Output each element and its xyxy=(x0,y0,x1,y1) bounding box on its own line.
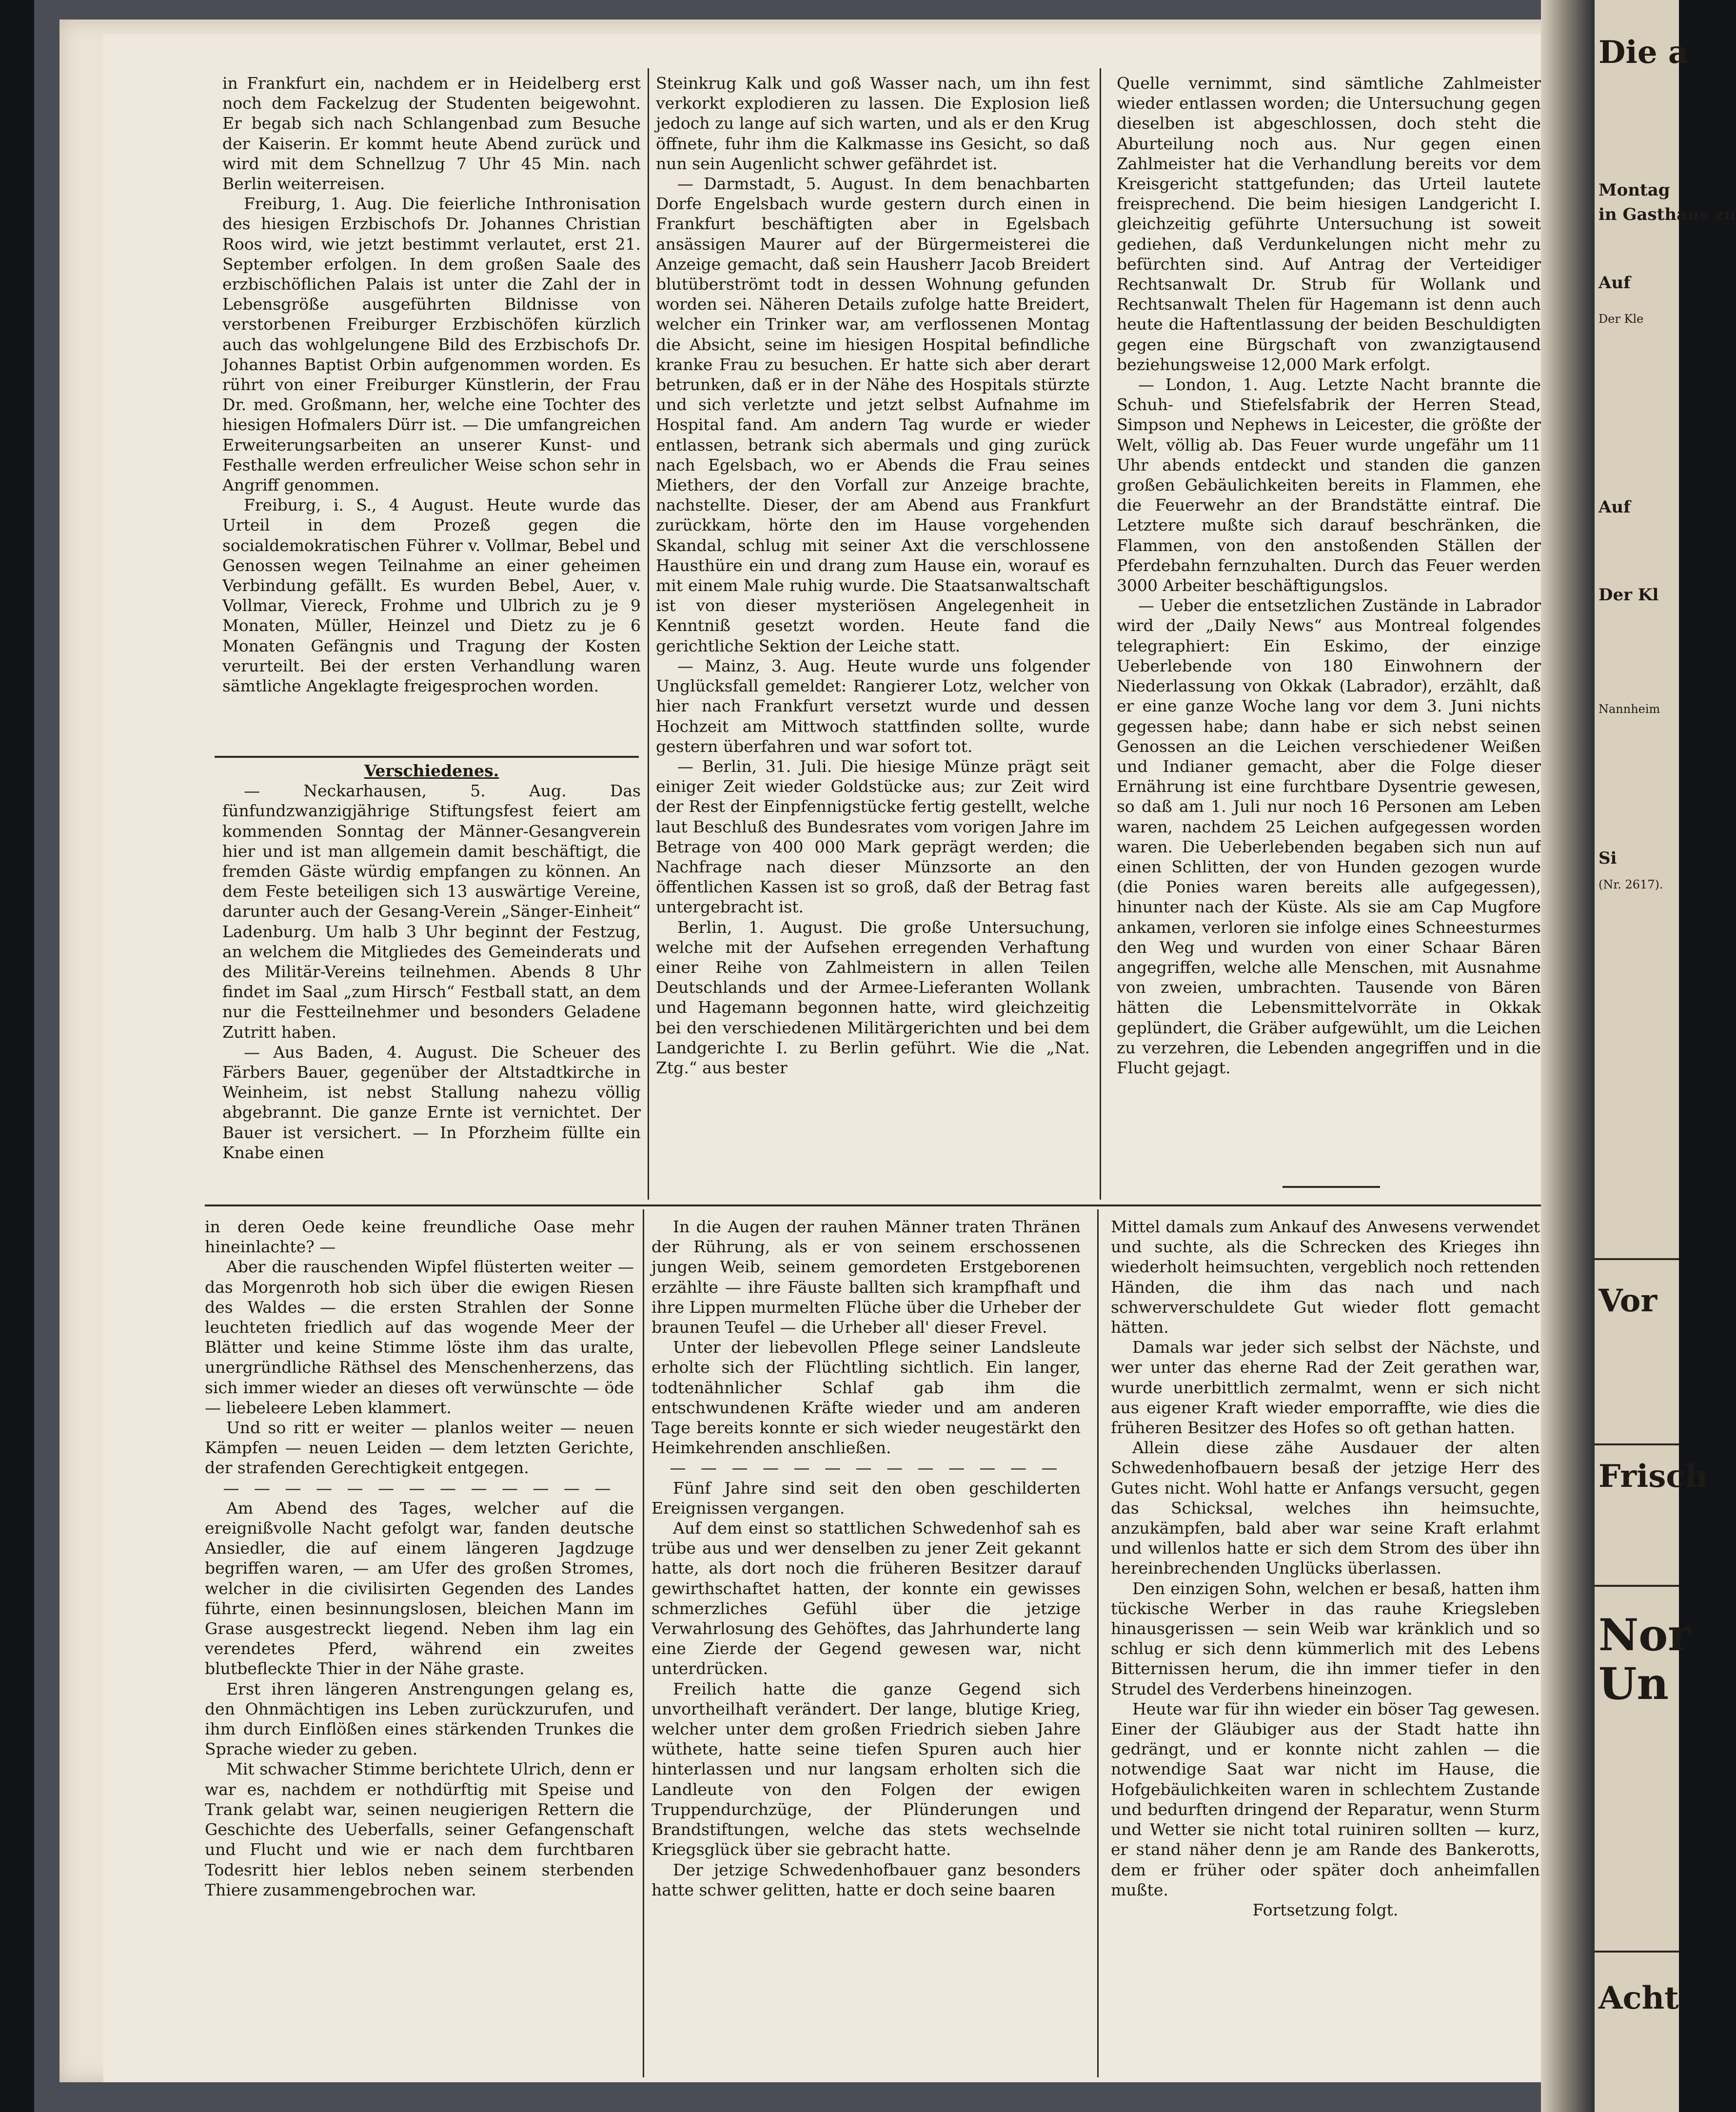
fragment-text: Frisch xyxy=(1598,1458,1708,1495)
paragraph: Freiburg, 1. Aug. Die feierliche Inthronisation des hiesigen Erzbischofs Dr. Johannes Christian Roos wird, wie jetzt bestimmt verlautet, erst 21. September erfolgen. In dem großen Saale des erzbischöflichen Palais ist unter die Zahl der in Lebensgröße ausgeführten Bildnisse von verstorbenen Freiburger Erzbischöfen kürzlich auch das wohlgelungene Bild des Erzbischofs Dr. Johannes Baptist Orbin aufgenommen worden. Es rührt von einer Freiburger Künstlerin, der Frau Dr. med. Großmann, her, welche eine Tochter des hiesigen Hofmalers Dürr ist. — Die umfangreichen Erweiterungsarbeiten an unserer Kunst- und Festhalle werden erfreulicher Weise schon sehr in Angriff genommen. xyxy=(222,194,641,495)
fragment-text: Nor xyxy=(1598,1609,1691,1661)
column-rule xyxy=(648,68,649,1200)
bottom-column-1 xyxy=(205,1217,634,1900)
column-rule xyxy=(1100,68,1101,1200)
paragraph: Am Abend des Tages, welcher auf die ereignißvolle Nacht gefolgt war, fanden deutsche Ansiedler, die auf einem längeren Jagdzuge begriffen waren, — am Ufer des großen Stromes, welcher in die civilisirten Gegenden des Landes führte, einen besinnungslosen, bleichen Mann im Grase ausgestreckt liegend. Neben ihm lag ein verendetes Pferd, während ein zweites blutbefleckte Thier in der Nähe graste. xyxy=(205,1498,634,1678)
fragment-rule xyxy=(1595,1585,1679,1587)
section-break: — — — — — — — — — — — — — xyxy=(223,1478,616,1498)
fragment-text: in Gasthaus zu xyxy=(1598,205,1736,224)
paragraph: — Ueber die entsetzlichen Zustände in Labrador wird der „Daily News“ aus Montreal folgendes telegraphiert: Ein Eskimo, der einzige Ueberlebende von 180 Einwohnern der Niederlassung von Okkak (Labrador), erzählt, daß er eine ganze Woche lang vor dem 3. Juni nichts gegessen habe; dann habe er sich nebst seinen Genossen an die Leichen verschiedener Weißen und Indianer gemacht, aber die Folge dieser Ernährung ist eine furchtbare Dysentrie gewesen, so daß am 1. Juli nur noch 16 Personen am Leben waren, nachdem 25 Leichen aufgegessen worden waren. Die Ueberlebenden begaben sich nun auf einen Schlitten, der von Hunden gezogen wurde (die Ponies waren bereits alle aufgegessen), hinunter nach der Küste. Als sie am Cap Mugfore ankamen, verloren sie infolge eines Schneesturmes den Weg und wurden von einer Schaar Bären angegriffen, welche alle Menschen, mit Ausnahme von zweien, umbrachten. Tausende von Bären hätten die Lebensmittelvorräte in Okkak geplündert, die Gräber aufgewühlt, um die Leichen zu verzehren, die Lebenden angegriffen und in die Flucht gejagt. xyxy=(1117,596,1541,1077)
facing-page-fragment xyxy=(1595,0,1736,2112)
fragment-text: Si xyxy=(1598,849,1617,868)
paragraph: Erst ihren längeren Anstrengungen gelang es, den Ohnmächtigen ins Leben zurückzurufen, und ihm durch Einflößen eines stärkenden Trunkes die Sprache wieder zu geben. xyxy=(205,1679,634,1759)
paragraph: Und so ritt er weiter — planlos weiter — neuen Kämpfen — neuen Leiden — dem letzten Gerichte, der strafenden Gerechtigkeit entgegen. xyxy=(205,1418,634,1478)
fragment-rule xyxy=(1595,1258,1679,1260)
fragment-text: Montag xyxy=(1598,180,1670,200)
fragment-rule xyxy=(1595,1443,1679,1445)
paragraph: Steinkrug Kalk und goß Wasser nach, um ihn fest verkorkt explodieren zu lassen. Die Explosion ließ jedoch zu lange auf sich warten, und als er den Krug öffnete, fuhr ihm die Kalkmasse ins Gesicht, so daß nun sein Augenlicht schwer gefährdet ist. xyxy=(656,74,1090,173)
fragment-text: Auf xyxy=(1598,273,1631,293)
paragraph: Aber die rauschenden Wipfel flüsterten weiter — das Morgenroth hob sich über die ewigen Riesen des Waldes — die ersten Strahlen der Sonne leuchteten friedlich auf das wogende Meer der Blätter und keine Stimme löste ihm das uralte, unergründliche Räthsel des Menschenherzens, das sich immer wieder an dieses oft verwünschte — öde — liebeleere Leben klammert. xyxy=(205,1257,634,1417)
paragraph: — Neckarhausen, 5. Aug. Das fünfundzwanzigjährige Stiftungsfest feiert am kommenden Sonntag der Männer-Gesangverein hier und ist man allgemein damit beschäftigt, die fremden Gäste würdig empfangen zu können. An dem Feste beteiligen sich 13 auswärtige Vereine, darunter auch der Gesang-Verein „Sänger-Einheit“ Ladenburg. Um halb 3 Uhr beginnt der Festzug, an welchem die Mitgliedes des Gemeinderats und des Militär-Vereins teilnehmen. Abends 8 Uhr findet im Saal „zum Hirsch“ Festball statt, an dem nur die Festteilnehmer und besonders Geladene Zutritt haben. xyxy=(222,781,641,1042)
fragment-rule xyxy=(1595,1951,1679,1953)
paragraph: in Frankfurt ein, nachdem er in Heidelberg erst noch dem Fackelzug der Studenten beigewohnt. Er begab sich nach Schlangenbad zum Besuche der Kaiserin. Er kommt heute Abend zurück und wird mit dem Schnellzug 7 Uhr 45 Min. nach Berlin weiterreisen. xyxy=(222,74,641,194)
continued-note: Fortsetzung folgt. xyxy=(1252,1900,1399,1919)
top-column-1-misc xyxy=(222,761,641,1163)
fragment-text: Der Kle xyxy=(1598,312,1644,326)
paragraph: Freilich hatte die ganze Gegend sich unvortheilhaft verändert. Der lange, blutige Krieg, welcher unter dem großen Friedrich sieben Jahre wüthete, hatte seine tiefen Spuren auch hier hinterlassen und nur langsam erholten sich die Landleute von den Folgen der ewigen Truppendurchzüge, der Plünderungen und Brandstiftungen, welche das stets wechselnde Kriegsglück über sie gebracht hatte. xyxy=(651,1679,1081,1859)
paragraph: Der jetzige Schwedenhofbauer ganz besonders hatte schwer gelitten, hatte er doch seine baaren xyxy=(651,1860,1081,1899)
paragraph: Fünf Jahre sind seit den oben geschilderten Ereignissen vergangen. xyxy=(651,1478,1081,1518)
paragraph: Heute war für ihn wieder ein böser Tag gewesen. Einer der Gläubiger aus der Stadt hatte ihn gedrängt, und er konnte nicht zahlen — die notwendige Saat war nicht im Hause, die Hofgebäulichkeiten waren in schlechtem Zustande und bedurften dringend der Reparatur, wenn Sturm und Wetter sie nicht total ruiniren sollten — kurz, er stand näher denn je am Rande des Bankerotts, dem er früher oder später doch anheimfallen mußte. xyxy=(1111,1699,1540,1899)
section-heading-verschiedenes: Verschiedenes. xyxy=(364,761,499,780)
paragraph: Den einzigen Sohn, welchen er besaß, hatten ihm tückische Werber in das rauhe Kriegsleben hinausgerissen — sein Weib war kränklich und so schlug er sich denn kümmerlich mit des Lebens Bitternissen herum, die ihn immer tiefer in den Strudel des Verderbens hineinzogen. xyxy=(1111,1579,1540,1698)
section-divider xyxy=(215,756,639,758)
paragraph: — Berlin, 31. Juli. Die hiesige Münze prägt seit einiger Zeit wieder Goldstücke aus; zur Zeit wird der Rest der Einpfennigstücke fertig gestellt, welche laut Beschluß des Bundesrates vom vorigen Jahre im Betrage von 400 000 Mark geprägt werden; die Nachfrage nach dieser Münzsorte an den öffentlichen Kassen ist so groß, daß der Betrag fast untergebracht ist. xyxy=(656,756,1090,917)
fragment-text: Un xyxy=(1598,1658,1669,1710)
top-column-3 xyxy=(1117,73,1541,1078)
paragraph: Auf dem einst so stattlichen Schwedenhof sah es trübe aus und wer denselben zu jener Zeit gekannt hatte, als dort noch die früheren Besitzer darauf gewirthschaftet hatten, der konnte ein gewisses schmerzliches Gefühl über die jetzige Verwahrlosung des Gehöftes, das Jahrhunderte lang eine Zierde der Gegend gewesen war, nicht unterdrücken. xyxy=(651,1519,1081,1678)
column-rule xyxy=(1097,1209,1099,2077)
top-column-1 xyxy=(222,73,641,696)
fragment-text: Acht xyxy=(1598,1980,1679,2016)
fragment-text: Auf xyxy=(1598,497,1631,517)
paragraph: Mit schwacher Stimme berichtete Ulrich, denn er war es, nachdem er nothdürftig mit Speise und Trank gelabt war, seinen neugierigen Rettern die Geschichte des Ueberfalls, seiner Gefangenschaft und Flucht und wie er nach dem furchtbaren Todesritt hier leblos neben seinem sterbenden Thiere zusammengebrochen war. xyxy=(205,1759,634,1899)
top-column-2 xyxy=(656,73,1090,1078)
paragraph: Unter der liebevollen Pflege seiner Landsleute erholte sich der Flüchtling sichtlich. Ein langer, todtenähnlicher Schlaf gab ihm die entschwundenen Kräfte wieder und am anderen Tage bereits konnte er sich wieder neugestärkt den Heimkehrenden anschließen. xyxy=(651,1338,1081,1458)
fragment-text: Nannheim xyxy=(1598,702,1660,716)
section-break: — — — — — — — — — — — — — xyxy=(670,1458,1063,1478)
article-end-rule xyxy=(1282,1186,1380,1188)
paragraph: — Darmstadt, 5. August. In dem benachbarten Dorfe Engelsbach wurde gestern durch einen in Frankfurt beschäftigten aber in Egelsbach ansässigen Maurer auf der Bürgermeisterei die Anzeige gemacht, daß sein Hausherr Jacob Breidert blutüberströmt todt in dessen Wohnung gefunden worden sei. Näheren Details zufolge hatte Breidert, welcher ein Trinker war, am verflossenen Montag die Absicht, seine im hiesigen Hospital befindliche kranke Frau zu besuchen. Er hatte sich aber derart betrunken, daß er in der Nähe des Hospitals stürzte und sich verletzte und jetzt selbst Aufnahme im Hospital fand. Am andern Tag wurde er wieder entlassen, betrank sich abermals und ging zurück nach Egelsbach, wo er Abends die Frau seines Miethers, der den Vorfall zur Anzeige brachte, nachstellte. Dieser, der am Abend aus Frankfurt zurückkam, hörte den im Hause vorgehenden Skandal, schlug mit seiner Axt die verschlossene Hausthüre ein und drang zum Hause ein, worauf es mit einem Male ruhig wurde. Die Staatsanwaltschaft ist von dieser mysteriösen Angelegenheit in Kenntniß gesetzt worden. Heute fand die gerichtliche Sektion der Leiche statt. xyxy=(656,174,1090,655)
paragraph: — London, 1. Aug. Letzte Nacht brannte die Schuh- und Stiefelsfabrik der Herren Stead, Simpson und Nephews in Leicester, die größte der Welt, völlig ab. Das Feuer wurde ungefähr um 11 Uhr abends entdeckt und standen die ganzen großen Gebäulichkeiten bereits in Flammen, ehe die Feuerwehr an der Brandstätte eintraf. Die Letztere mußte sich darauf beschränken, die Flammen, von den anstoßenden Ställen der Pferdebahn fernzuhalten. Durch das Feuer werden 3000 Arbeiter beschäftigungslos. xyxy=(1117,375,1541,595)
feuilleton-divider xyxy=(205,1204,1546,1206)
paragraph: Quelle vernimmt, sind sämtliche Zahlmeister wieder entlassen worden; die Untersuchung gegen dieselben ist abgeschlossen, doch steht die Aburteilung noch aus. Nur gegen einen Zahlmeister hat die Verhandlung bereits vor dem Kreisgericht stattgefunden; das Urteil lautete freisprechend. Die beim hiesigen Landgericht I. gleichzeitig geführte Untersuchung ist soweit gediehen, daß Verdunkelungen nicht mehr zu befürchten sind. Auf Antrag der Verteidiger Rechtsanwalt Dr. Strub für Wollank und Rechtsanwalt Thelen für Hagemann ist denn auch heute die Haftentlassung der beiden Beschuldigten gegen eine Bürgschaft von zwanzigtausend beziehungsweise 12,000 Mark erfolgt. xyxy=(1117,74,1541,374)
paragraph: Damals war jeder sich selbst der Nächste, und wer unter das eherne Rad der Zeit gerathen war, wurde unerbittlich zermalmt, wenn er sich nicht aus eigener Kraft wieder emporraffte, wie dies die früheren Besitzer des Hofes so oft gethan hatten. xyxy=(1111,1338,1540,1438)
paragraph: in deren Oede keine freundliche Oase mehr hineinlachte? — xyxy=(205,1217,634,1257)
bottom-column-3 xyxy=(1111,1217,1540,1920)
paragraph: Allein diese zähe Ausdauer der alten Schwedenhofbauern besaß der jetzige Herr des Gutes nicht. Wohl hatte er Anfangs versucht, gegen das Schicksal, welches ihn heimsuchte, anzukämpfen, bald aber war seine Kraft erlahmt und willenlos hatte er sich dem Strom des über ihn hereinbrechenden Unglücks überlassen. xyxy=(1111,1438,1540,1578)
column-rule xyxy=(643,1209,644,2077)
paragraph: Berlin, 1. August. Die große Untersuchung, welche mit der Aufsehen erregenden Verhaftung einer Reihe von Zahlmeistern in allen Teilen Deutschlands und der Armee-Lieferanten Wollank und Hagemann begonnen hatte, wird gleichzeitig bei den verschiedenen Militärgerichten und bei dem Landgerichte I. zu Berlin geführt. Wie die „Nat. Ztg.“ aus bester xyxy=(656,917,1090,1077)
fragment-text: (Nr. 2617). xyxy=(1598,878,1663,891)
paragraph: — Mainz, 3. Aug. Heute wurde uns folgender Unglücksfall gemeldet: Rangierer Lotz, welcher von hier nach Frankfurt versetzt wurde und dessen Hochzeit am Mittwoch stattfinden sollte, wurde gestern überfahren und war sofort tot. xyxy=(656,656,1090,756)
book-gutter xyxy=(1541,0,1595,2112)
fragment-text: Die a xyxy=(1598,34,1689,71)
paragraph: Freiburg, i. S., 4 August. Heute wurde das Urteil in dem Prozeß gegen die socialdemokratischen Führer v. Vollmar, Bebel und Genossen wegen Teilnahme an einer geheimen Verbindung gefällt. Es wurden Bebel, Auer, v. Vollmar, Viereck, Frohme und Ulbrich zu je 9 Monaten, Müller, Heinzel und Dietz zu je 6 Monaten Gefängnis und Tragung der Kosten verurteilt. Bei der ersten Verhandlung waren sämtliche Angeklagte freigesprochen worden. xyxy=(222,495,641,696)
bottom-column-2 xyxy=(651,1217,1081,1900)
fragment-text: Der Kl xyxy=(1598,585,1659,605)
fragment-text: Vor xyxy=(1598,1283,1657,1319)
paragraph: Mittel damals zum Ankauf des Anwesens verwendet und suchte, als die Schrecken des Krieges ihn wiederholt heimsuchten, vergeblich noch rettenden Händen, die ihm das nach und nach schwerverschuldete Gut wieder flott gemacht hätten. xyxy=(1111,1217,1540,1337)
paragraph: In die Augen der rauhen Männer traten Thränen der Rührung, als er von seinem erschossenen jungen Weib, seinem gemordeten Erstgeborenen erzählte — ihre Fäuste ballten sich krampfhaft und ihre Lippen murmelten Flüche über die Urheber der braunen Teufel — die Urheber all' dieser Frevel. xyxy=(651,1217,1081,1337)
paragraph: — Aus Baden, 4. August. Die Scheuer des Färbers Bauer, gegenüber der Altstadtkirche in Weinheim, ist nebst Stallung nahezu völlig abgebrannt. Die ganze Ernte ist vernichtet. Der Bauer ist versichert. — In Pforzheim füllte ein Knabe einen xyxy=(222,1042,641,1162)
